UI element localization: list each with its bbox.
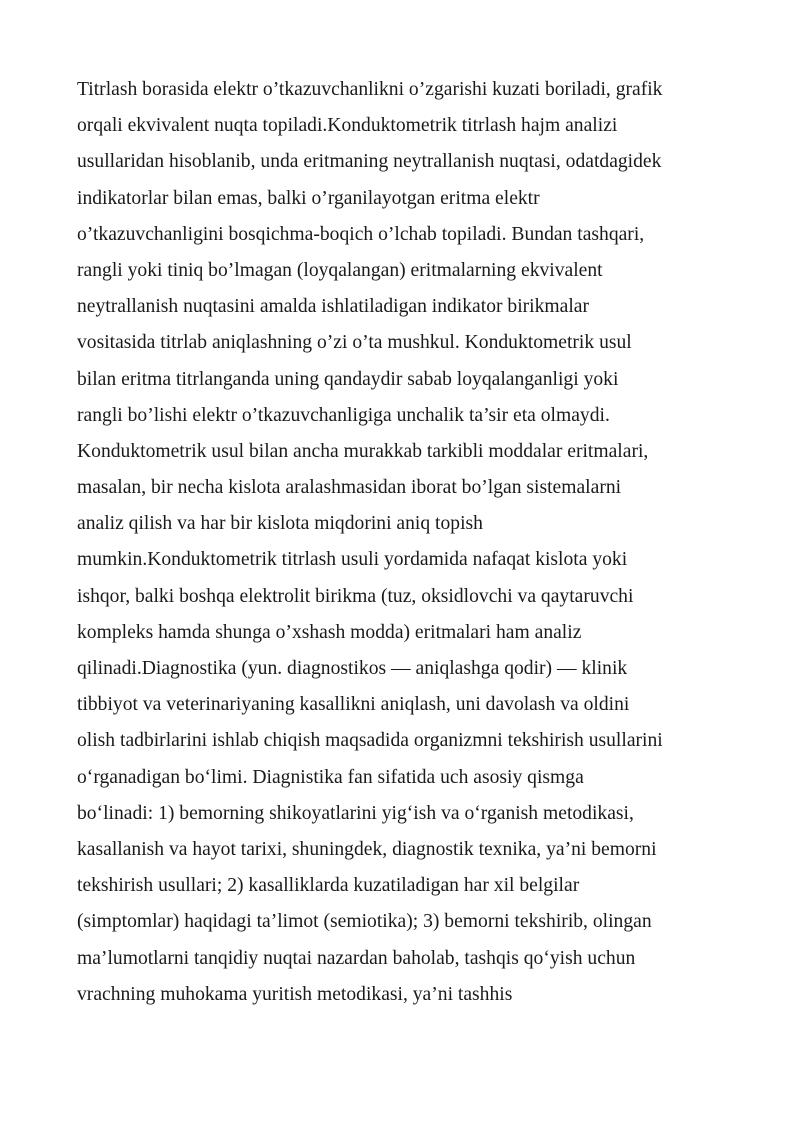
text-line: orqali ekvivalent nuqta topiladi.Konduktometrik titrlash hajm analizi	[77, 115, 618, 137]
text-line: vrachning muhokama yuritish metodikasi, ya’ni tashhis	[77, 983, 513, 1005]
text-line: tekshirish usullari; 2) kasalliklarda kuzatiladigan har xil belgilar	[77, 875, 580, 897]
text-line: analiz qilish va har bir kislota miqdorini aniq topish	[77, 513, 483, 535]
text-line: neytrallanish nuqtasini amalda ishlatiladigan indikator birikmalar	[77, 296, 590, 318]
text-line: bilan eritma titrlanganda uning qandaydir sabab loyqalanganligi yoki	[77, 368, 619, 390]
text-line: mumkin.Konduktometrik titrlash usuli yordamida nafaqat kislota yoki	[77, 549, 628, 571]
text-line: Konduktometrik usul bilan ancha murakkab tarkibli moddalar eritmalari,	[77, 440, 649, 462]
text-line: indikatorlar bilan emas, balki o’rganilayotgan eritma elektr	[77, 187, 540, 209]
text-line: olish tadbirlarini ishlab chiqish maqsadida organizmni tekshirish usullarini	[77, 730, 663, 752]
text-line: kasallanish va hayot tarixi, shuningdek, diagnostik texnika, ya’ni bemorni	[77, 838, 657, 860]
text-line: qilinadi.Diagnostika (yun. diagnostikos — aniqlashga qodir) — klinik	[77, 658, 628, 679]
text-line: masalan, bir necha kislota aralashmasidan iborat bo’lgan sistemalarni	[77, 477, 622, 499]
text-line: rangli yoki tiniq bo’lmagan (loyqalangan) eritmalarning ekvivalent	[77, 259, 603, 281]
text-line: ma’lumotlarni tanqidiy nuqtai nazardan baholab, tashqis qoʻyish uchun	[77, 947, 636, 969]
text-line: oʻrganadigan boʻlimi. Diagnistika fan sifatida uch asosiy qismga	[77, 766, 584, 788]
text-line: rangli bo’lishi elektr o’tkazuvchanligiga unchalik ta’sir eta olmaydi.	[77, 404, 610, 426]
text-line: boʻlinadi: 1) bemorning shikoyatlarini yigʻish va oʻrganish metodikasi,	[77, 802, 634, 824]
text-line: kompleks hamda shunga o’xshash modda) eritmalari ham analiz	[77, 621, 582, 643]
text-line: (simptomlar) haqidagi ta’limot (semiotika); 3) bemorni tekshirib, olingan	[77, 911, 652, 933]
text-line: o’tkazuvchanligini bosqichma-boqich o’lchab topiladi. Bundan tashqari,	[77, 223, 645, 245]
text-line: usullaridan hisoblanib, unda eritmaning neytrallanish nuqtasi, odatdagidek	[77, 151, 662, 173]
body-text	[77, 72, 737, 1013]
text-line: tibbiyot va veterinariyaning kasallikni aniqlash, uni davolash va oldini	[77, 694, 630, 716]
text-line: Titrlash borasida elektr o’tkazuvchanlikni o’zgarishi kuzati boriladi, grafik	[77, 79, 663, 100]
text-line: ishqor, balki boshqa elektrolit birikma (tuz, oksidlovchi va qaytaruvchi	[77, 585, 634, 607]
text-line: vositasida titrlab aniqlashning o’zi o’ta mushkul. Konduktometrik usul	[77, 332, 632, 354]
